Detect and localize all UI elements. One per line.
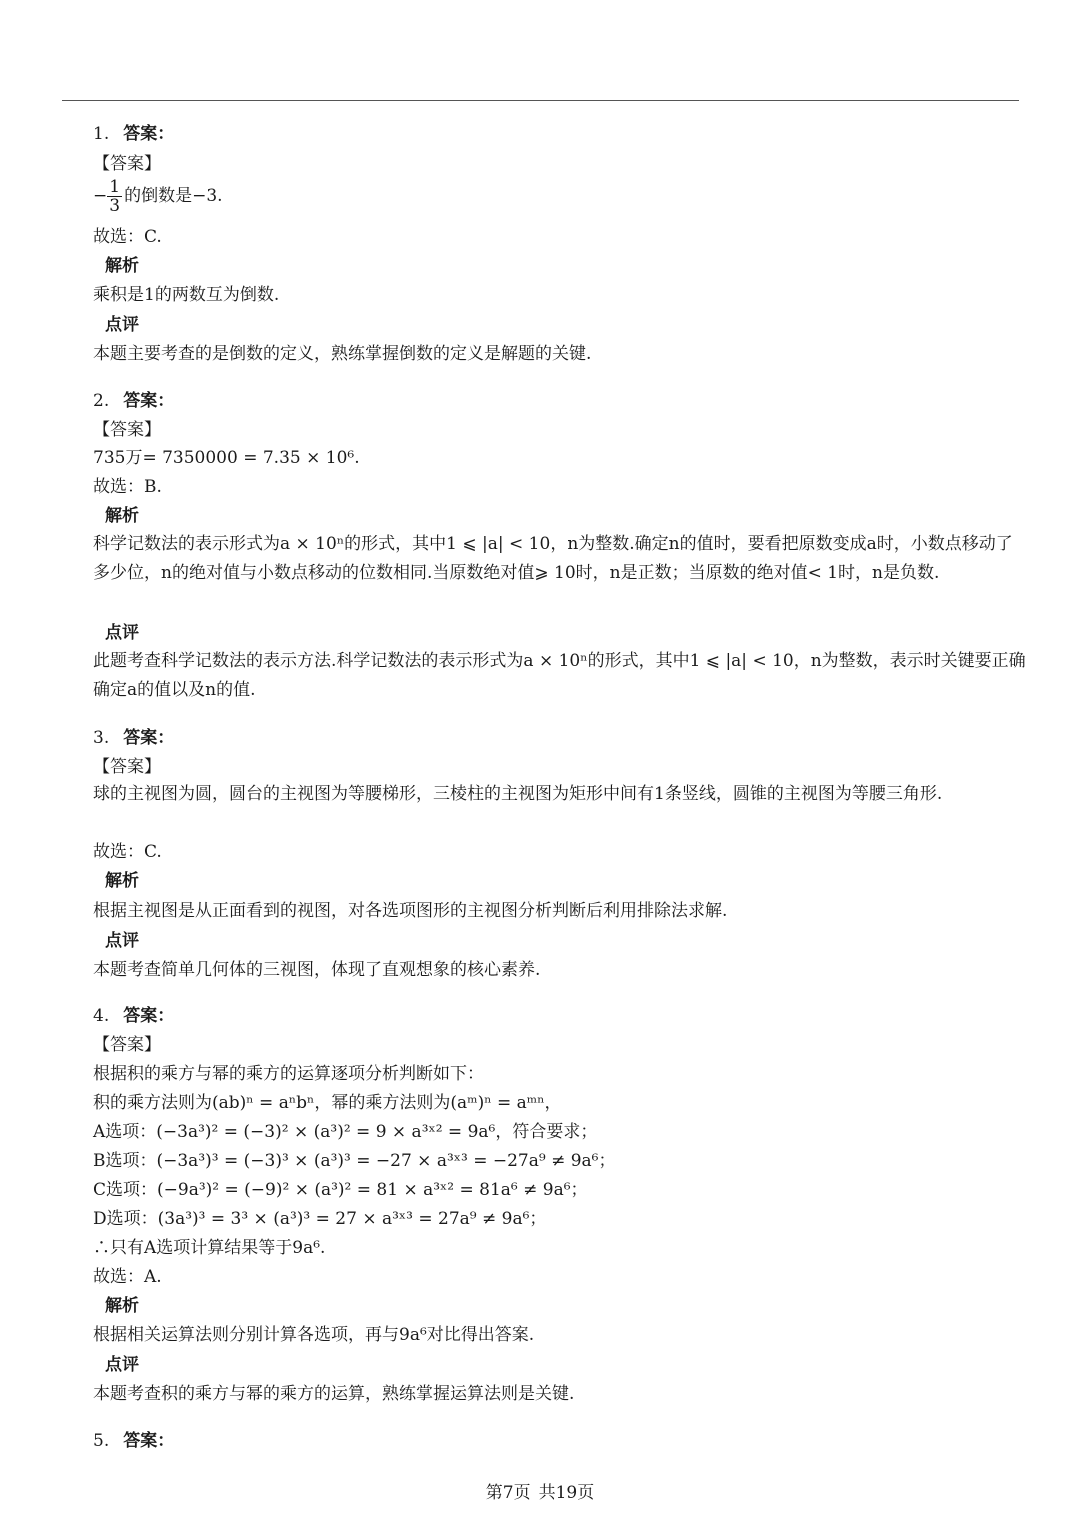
q2-answer-tag: 【答案】 [93, 420, 161, 440]
q3-dianping-label: 点评 [105, 931, 139, 951]
q1-jiexi-label: 解析 [105, 256, 139, 276]
q1-dianping: 本题主要考查的是倒数的定义，熟练掌握倒数的定义是解题的关键. [93, 344, 592, 364]
q4-answer-tag: 【答案】 [93, 1035, 161, 1055]
q1-answer-line: − $\frac{1}{3}$ 的倒数是−3. [93, 177, 223, 216]
page-number: 第7页 [485, 1483, 531, 1503]
q3-jiexi-label: 解析 [105, 871, 139, 891]
q2-dianping: 此题考查科学记数法的表示方法.科学记数法的表示形式为a × 10ⁿ的形式，其中1 ⩽ |a| < 10，n为整数，表示时关键要正确确定a的值以及n的值. [93, 651, 1026, 700]
q3-answer-tag: 【答案】 [93, 757, 161, 777]
q4-choice: 故选：A. [93, 1267, 162, 1287]
q3-answer-line: 球的主视图为圆，圆台的主视图为等腰梯形，三棱柱的主视图为矩形中间有1条竖线，圆锥的主视图为等腰三角形. [93, 784, 943, 804]
q5-heading: 5. 答案： [93, 1431, 175, 1451]
q1-answer-tag: 【答案】 [93, 154, 161, 174]
q4-option-b: B选项：(−3a³)³ = (−3)³ × (a³)³ = −27 × a³ˣ³ = −27a⁹ ≠ 9a⁶； [93, 1151, 616, 1171]
fraction: $\frac{1}{3}$ [109, 177, 121, 216]
q3-heading: 3. 答案： [93, 728, 175, 748]
q2-answer-line: 735万= 7350000 = 7.35 × 10⁶. [93, 448, 360, 468]
q4-dianping-label: 点评 [105, 1355, 139, 1375]
q4-rules: 积的乘方法则为(ab)ⁿ = aⁿbⁿ，幂的乘方法则为(aᵐ)ⁿ = aᵐⁿ， [93, 1093, 562, 1113]
q4-option-c: C选项：(−9a³)² = (−9)² × (a³)² = 81 × a³ˣ² = 81a⁶ ≠ 9a⁶； [93, 1180, 588, 1200]
q3-choice: 故选：C. [93, 842, 162, 862]
q1-jiexi: 乘积是1的两数互为倒数. [93, 285, 280, 305]
page-footer [0, 1478, 1080, 1503]
q4-option-a: A选项：(−3a³)² = (−3)² × (a³)² = 9 × a³ˣ² = 9a⁶，符合要求； [93, 1122, 598, 1142]
q2-jiexi: 科学记数法的表示形式为a × 10ⁿ的形式，其中1 ⩽ |a| < 10，n为整数.确定n的值时，要看把原数变成a时，小数点移动了多少位，n的绝对值与小数点移动的位数相同.当原数绝对值⩾ 10时，n是正数；当原数的绝对值< 1时，n是负数. [93, 534, 1013, 583]
q4-intro: 根据积的乘方与幂的乘方的运算逐项分析判断如下： [93, 1064, 484, 1084]
q3-jiexi: 根据主视图是从正面看到的视图，对各选项图形的主视图分析判断后利用排除法求解. [93, 901, 728, 921]
header-rule [62, 100, 1019, 101]
q4-heading: 4. 答案： [93, 1006, 175, 1026]
q4-jiexi-label: 解析 [105, 1296, 139, 1316]
q2-heading: 2. 答案： [93, 391, 175, 411]
q1-dianping-label: 点评 [105, 315, 139, 335]
q1-heading: 1. 答案： [93, 124, 175, 144]
q2-jiexi-label: 解析 [105, 506, 139, 526]
q3-dianping: 本题考查简单几何体的三视图，体现了直观想象的核心素养. [93, 960, 541, 980]
page-total: 共19页 [538, 1483, 595, 1503]
q4-dianping: 本题考查积的乘方与幂的乘方的运算，熟练掌握运算法则是关键. [93, 1384, 575, 1404]
q2-dianping-label: 点评 [105, 623, 139, 643]
q2-choice: 故选：B. [93, 477, 162, 497]
q4-option-d: D选项：(3a³)³ = 3³ × (a³)³ = 27 × a³ˣ³ = 27a⁹ ≠ 9a⁶； [93, 1209, 547, 1229]
q1-choice: 故选：C. [93, 227, 162, 247]
q4-jiexi: 根据相关运算法则分别计算各选项，再与9a⁶对比得出答案. [93, 1325, 535, 1345]
q4-conclusion: ∴只有A选项计算结果等于9a⁶. [93, 1238, 326, 1258]
